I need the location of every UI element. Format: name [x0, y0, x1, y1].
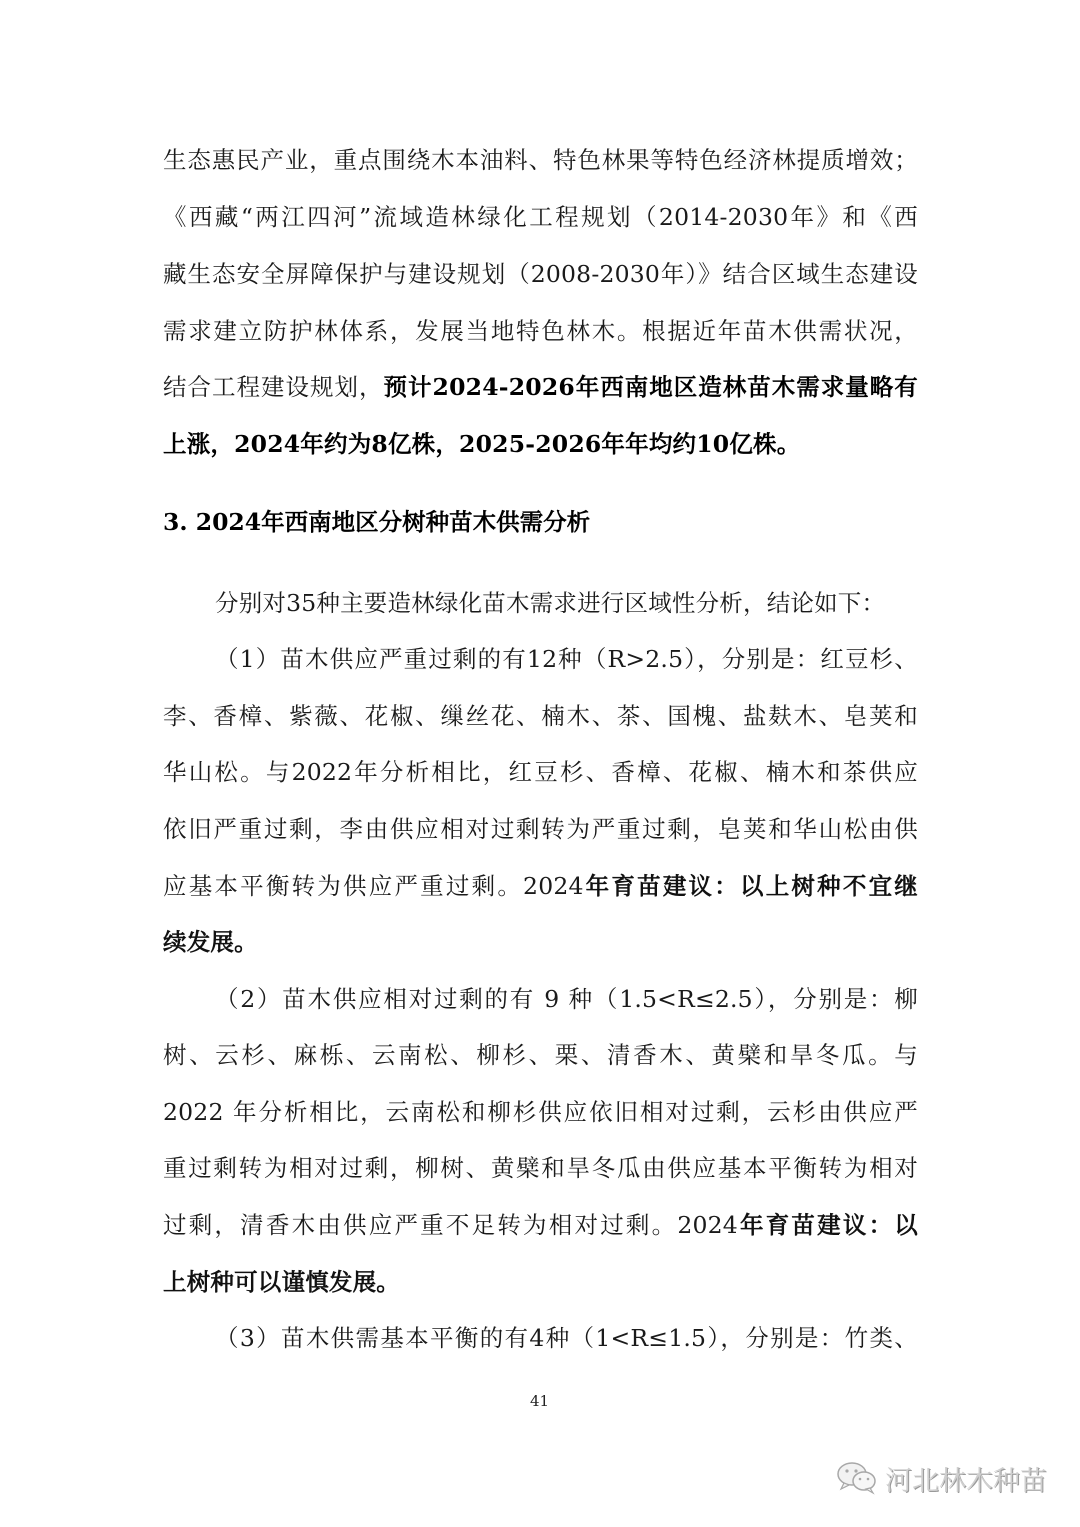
item-1-line: 依旧严重过剩，李由供应相对过剩转为严重过剩，皂荚和华山松由供 — [163, 815, 918, 843]
item-2-line: 2022 年分析相比，云南松和柳杉供应依旧相对过剩，云杉由供应严 — [163, 1098, 918, 1126]
recommendation-highlight: 上树种可以谨慎发展。 — [163, 1268, 400, 1296]
paragraph-line: 《西藏“两江四河”流域造林绿化工程规划（2014-2030年》和《西 — [163, 203, 918, 231]
paragraph-line — [163, 429, 918, 459]
watermark-text: 河北林木种苗 — [885, 1465, 1047, 1497]
item-2-line — [163, 1267, 918, 1297]
item-2-line: 树、云杉、麻栎、云南松、柳杉、栗、清香木、黄檗和旱冬瓜。与 — [163, 1041, 918, 1069]
paragraph-text: 结合工程建设规划， — [163, 373, 384, 401]
recommendation-highlight: 续发展。 — [163, 928, 258, 956]
page-number: 41 — [530, 1392, 550, 1410]
intro-line: 分别对35种主要造林绿化苗木需求进行区域性分析，结论如下： — [215, 589, 886, 617]
watermark — [835, 1458, 1047, 1498]
item-1-text: 应基本平衡转为供应严重过剩。2024 — [163, 872, 584, 900]
item-1-line: （1）苗木供应严重过剩的有12种（R>2.5），分别是：红豆杉、 — [215, 645, 918, 673]
item-2-line — [163, 1210, 918, 1240]
item-1-line — [163, 871, 918, 901]
item-2-line: （2）苗木供应相对过剩的有 9 种（1.5<R≤2.5），分别是：柳 — [215, 985, 918, 1013]
paragraph-line — [163, 372, 918, 402]
item-3-line: （3）苗木供需基本平衡的有4种（1<R≤1.5），分别是：竹类、 — [215, 1324, 918, 1352]
wechat-icon — [835, 1460, 879, 1496]
section-heading: 3. 2024年西南地区分树种苗木供需分析 — [163, 508, 591, 536]
item-1-line: 华山松。与2022年分析相比，红豆杉、香樟、花椒、楠木和茶供应 — [163, 758, 918, 786]
paragraph-line: 需求建立防护林体系，发展当地特色林木。根据近年苗木供需状况， — [163, 317, 918, 345]
paragraph-line: 生态惠民产业，重点围绕木本油料、特色林果等特色经济林提质增效； — [163, 146, 918, 174]
item-2-line: 重过剩转为相对过剩，柳树、黄檗和旱冬瓜由供应基本平衡转为相对 — [163, 1154, 918, 1182]
forecast-highlight: 预计2024-2026年西南地区造林苗木需求量略有 — [383, 373, 918, 401]
item-1-line: 李、香樟、紫薇、花椒、缫丝花、楠木、茶、国槐、盐麸木、皂荚和 — [163, 702, 918, 730]
forecast-highlight: 上涨，2024年约为8亿株，2025-2026年年均约10亿株。 — [163, 430, 801, 458]
paragraph-line: 藏生态安全屏障保护与建设规划（2008-2030年）》结合区域生态建设 — [163, 260, 918, 288]
item-1-line — [163, 927, 918, 957]
recommendation-highlight: 年育苗建议：以上树种不宜继 — [583, 872, 918, 900]
recommendation-highlight: 年育苗建议：以 — [737, 1211, 918, 1239]
item-2-text: 过剩，清香木由供应严重不足转为相对过剩。2024 — [163, 1211, 738, 1239]
